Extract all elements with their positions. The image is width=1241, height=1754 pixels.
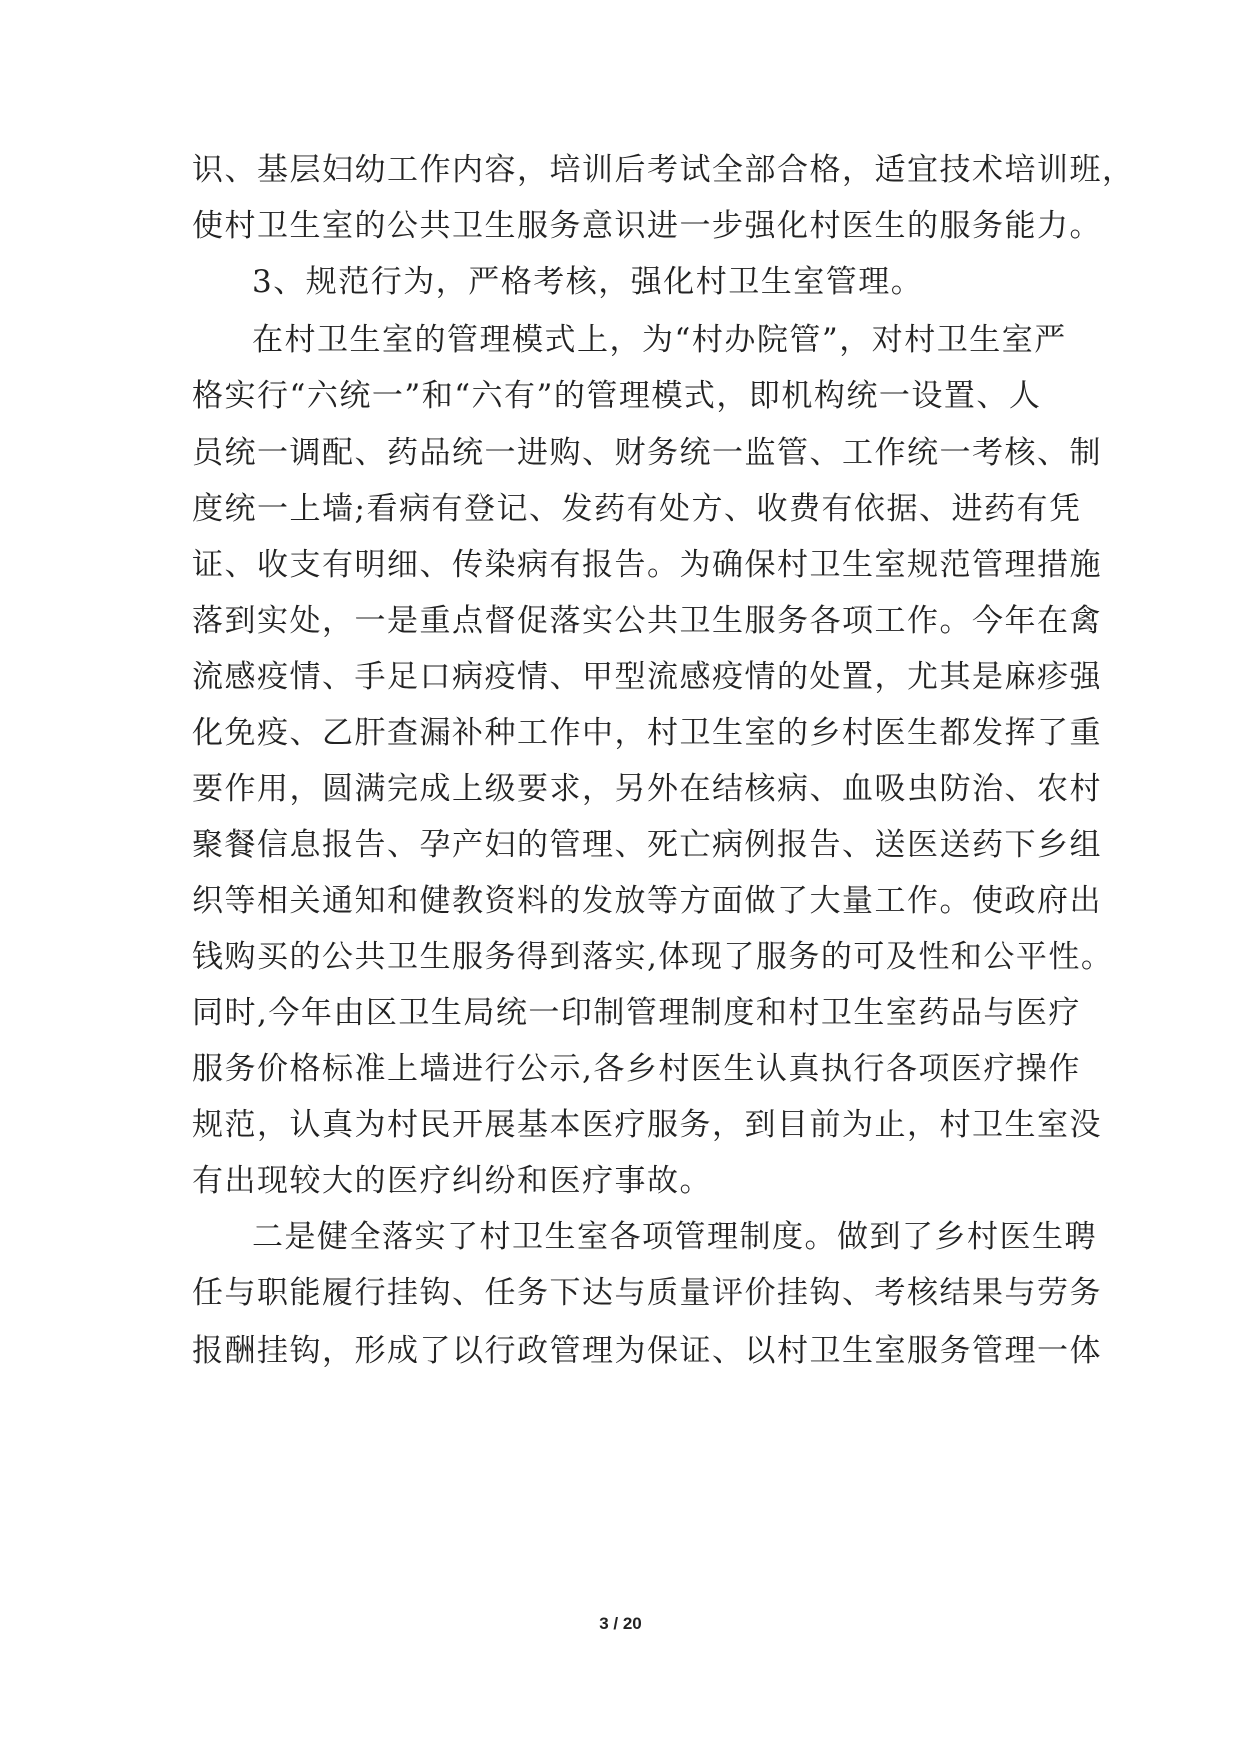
text-line: 织等相关通知和健教资料的发放等方面做了大量工作。使政府出: [192, 883, 1102, 919]
text-line: 聚餐信息报告、孕产妇的管理、死亡病例报告、送医送药下乡组: [192, 827, 1102, 863]
text-line: 落到实处，一是重点督促落实公共卫生服务各项工作。今年在禽: [192, 603, 1102, 639]
text-line: 流感疫情、手足口病疫情、甲型流感疫情的处置，尤其是麻疹强: [192, 659, 1102, 695]
text-line: 识、基层妇幼工作内容，培训后考试全部合格，适宜技术培训班，: [192, 152, 1135, 188]
text-line: 任与职能履行挂钩、任务下达与质量评价挂钩、考核结果与劳务: [192, 1275, 1102, 1311]
text-line: 规范，认真为村民开展基本医疗服务，到目前为止，村卫生室没: [192, 1107, 1102, 1143]
text-line: 报酬挂钩，形成了以行政管理为保证、以村卫生室服务管理一体: [192, 1333, 1102, 1369]
text-line: 员统一调配、药品统一进购、财务统一监管、工作统一考核、制: [192, 435, 1102, 471]
section-heading: 3、规范行为，严格考核，强化村卫生室管理。: [252, 264, 924, 300]
text-line: 要作用，圆满完成上级要求，另外在结核病、血吸虫防治、农村: [192, 771, 1102, 807]
text-line: 钱购买的公共卫生服务得到落实,体现了服务的可及性和公平性。: [192, 939, 1114, 975]
text-line: 有出现较大的医疗纠纷和医疗事故。: [192, 1163, 712, 1199]
text-line: 同时,今年由区卫生局统一印制管理制度和村卫生室药品与医疗: [192, 995, 1081, 1031]
text-line: 度统一上墙;看病有登记、发药有处方、收费有依据、进药有凭: [192, 491, 1082, 527]
paragraph-start: 在村卫生室的管理模式上，为“村办院管”，对村卫生室严: [252, 322, 1067, 358]
paragraph-start: 二是健全落实了村卫生室各项管理制度。做到了乡村医生聘: [252, 1219, 1097, 1255]
text-line: 格实行“六统一”和“六有”的管理模式，即机构统一设置、人: [192, 378, 1042, 414]
page-number: 3 / 20: [599, 1614, 642, 1633]
text-line: 证、收支有明细、传染病有报告。为确保村卫生室规范管理措施: [192, 547, 1102, 583]
text-line: 服务价格标准上墙进行公示,各乡村医生认真执行各项医疗操作: [192, 1051, 1081, 1087]
text-line: 使村卫生室的公共卫生服务意识进一步强化村医生的服务能力。: [192, 208, 1102, 244]
text-line: 化免疫、乙肝查漏补种工作中，村卫生室的乡村医生都发挥了重: [192, 715, 1102, 751]
